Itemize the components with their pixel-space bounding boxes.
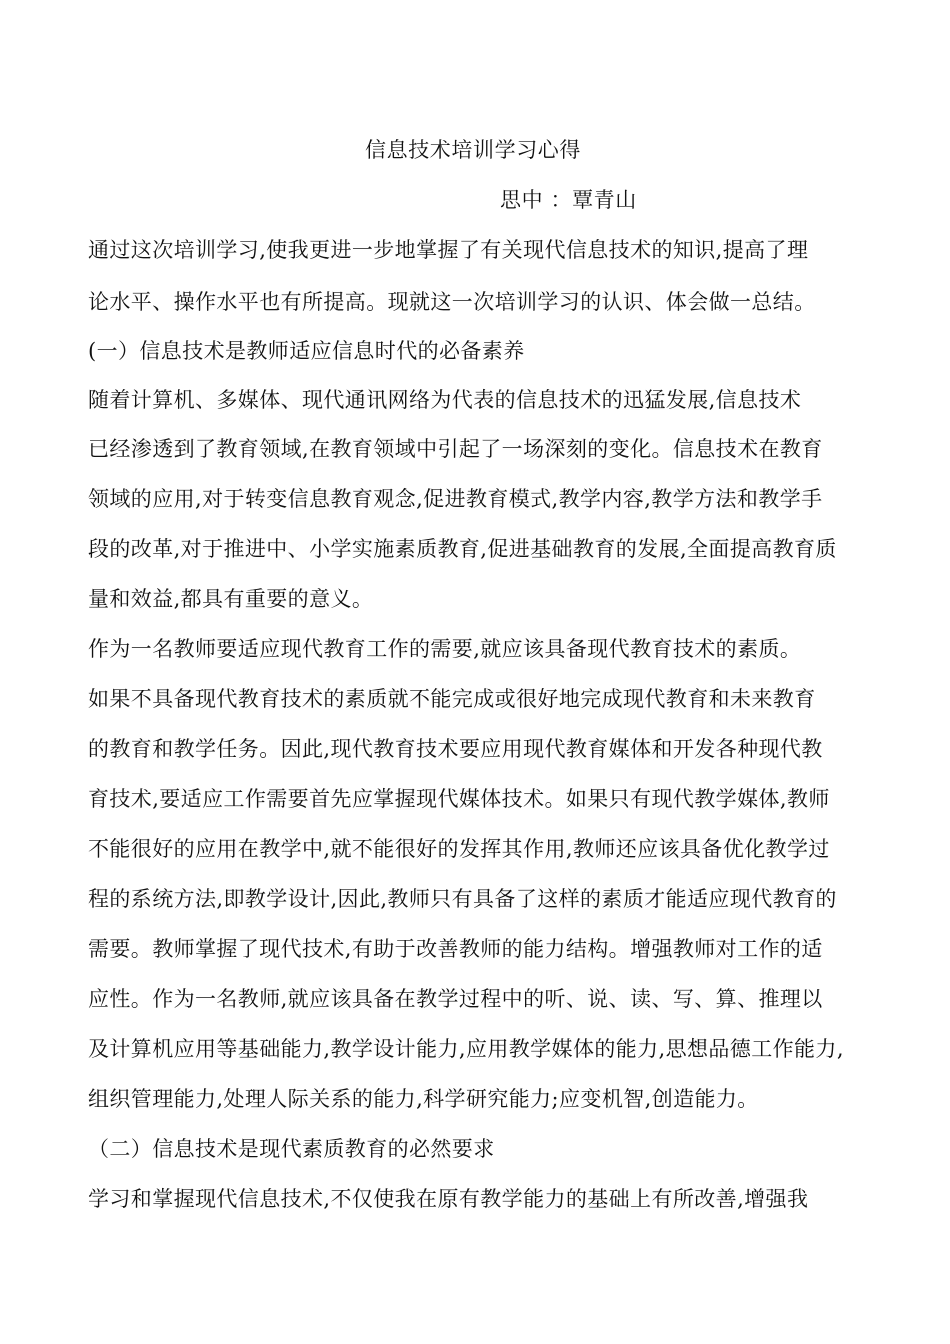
paragraph-line: 段的改革,对于推进中、小学实施素质教育,促进基础教育的发展,全面提高教育质 — [88, 537, 837, 561]
section-heading-2: （二）信息技术是现代素质教育的必然要求 — [88, 1137, 495, 1161]
paragraph-line: 应性。作为一名教师,就应该具备在教学过程中的听、说、读、写、算、推理以 — [88, 987, 823, 1011]
paragraph-line: 及计算机应用等基础能力,教学设计能力,应用教学媒体的能力,思想品德工作能力, — [88, 1037, 844, 1061]
paragraph-line: 学习和掌握现代信息技术,不仅使我在原有教学能力的基础上有所改善,增强我 — [88, 1187, 809, 1211]
paragraph-line: 不能很好的应用在教学中,就不能很好的发挥其作用,教师还应该具备优化教学过 — [88, 837, 830, 861]
paragraph-line: 程的系统方法,即教学设计,因此,教师只有具备了这样的素质才能适应现代教育的 — [88, 887, 837, 911]
paragraph-line: 的教育和教学任务。因此,现代教育技术要应用现代教育媒体和开发各种现代教 — [88, 737, 823, 761]
paragraph-line: 组织管理能力,处理人际关系的能力,科学研究能力;应变机智,创造能力。 — [88, 1087, 759, 1111]
section-heading-1: (一）信息技术是教师适应信息时代的必备素养 — [88, 339, 525, 363]
paragraph-line: 作为一名教师要适应现代教育工作的需要,就应该具备现代教育技术的素质。 — [88, 637, 802, 661]
paragraph-line: 需要。教师掌握了现代技术,有助于改善教师的能力结构。增强教师对工作的适 — [88, 937, 823, 961]
document-title: 信息技术培训学习心得 — [365, 138, 581, 162]
paragraph-line: 量和效益,都具有重要的意义。 — [88, 587, 374, 611]
paragraph-line: 如果不具备现代教育技术的素质就不能完成或很好地完成现代教育和未来教育 — [88, 687, 816, 711]
paragraph-line: 随着计算机、多媒体、现代通讯网络为代表的信息技术的迅猛发展,信息技术 — [88, 388, 802, 412]
author-line: 思中 ：覃青山 — [500, 188, 637, 212]
paragraph-line: 论水平、操作水平也有所提高。现就这一次培训学习的认识、体会做一总结。 — [88, 290, 816, 314]
paragraph-line: 育技术,要适应工作需要首先应掌握现代媒体技术。如果只有现代教学媒体,教师 — [88, 787, 830, 811]
paragraph-line: 领域的应用,对于转变信息教育观念,促进教育模式,教学内容,教学方法和教学手 — [88, 487, 823, 511]
paragraph-line: 通过这次培训学习,使我更进一步地掌握了有关现代信息技术的知识,提高了理 — [88, 238, 809, 262]
paragraph-line: 已经渗透到了教育领域,在教育领域中引起了一场深刻的变化。信息技术在教育 — [88, 437, 823, 461]
